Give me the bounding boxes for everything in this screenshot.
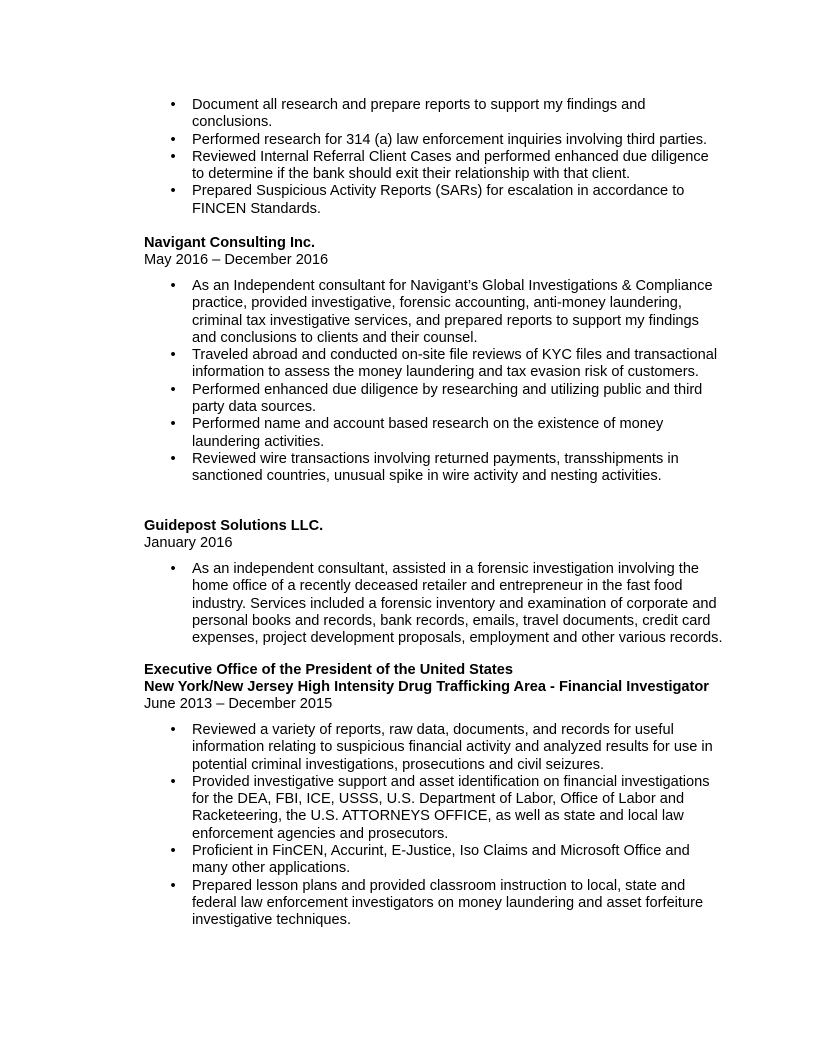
bullet-icon: •	[170, 843, 176, 860]
bullet-text: Performed name and account based research on the existence of money laundering activities.	[192, 416, 664, 450]
company-name-guidepost: Guidepost Solutions LLC.	[144, 518, 324, 534]
list-item	[170, 773, 724, 843]
bullet-icon: •	[170, 381, 176, 398]
bullet-text: As an Independent consultant for Navigant’s Global Investigations & Compliance practice, provided investigative, forensic accounting, anti-money laundering, criminal tax investigative services, and prepared reports to support my findings and conclusions to clients and their counsel.	[192, 278, 713, 346]
list-item	[170, 843, 724, 878]
bullet-icon: •	[170, 97, 176, 113]
list-item	[170, 97, 724, 132]
bullet-text: Provided investigative support and asset identification on financial investigations for the DEA, FBI, ICE, USSS, U.S. Department of Labor, Office of Labor and Racketeering, the U.S. ATTORNEYS OFFICE, as well as state and local law enforcement agencies and prosecutors.	[192, 773, 710, 842]
list-item	[170, 183, 724, 218]
list-item	[170, 722, 724, 774]
bullet-icon: •	[170, 877, 176, 894]
bullet-icon: •	[170, 278, 176, 294]
bullet-text: Prepared lesson plans and provided classroom instruction to local, state and federal law enforcement investigators on money laundering and asset forfeiture investigative techniques.	[192, 877, 704, 929]
bullet-icon: •	[170, 131, 176, 148]
bullet-icon: •	[170, 561, 176, 577]
guidepost-bullet-list	[170, 561, 724, 647]
navigant-bullet-list	[170, 278, 724, 486]
list-item	[170, 877, 724, 930]
organization-name-executive-office: Executive Office of the President of the United States	[144, 662, 513, 678]
bullet-text: Document all research and prepare reports to support my findings and conclusions.	[192, 97, 646, 131]
bullet-icon: •	[170, 347, 176, 364]
list-item	[170, 416, 724, 451]
list-item	[170, 450, 724, 486]
bullet-icon: •	[170, 450, 176, 467]
bullet-text: Performed research for 314 (a) law enforcement inquiries involving third parties.	[192, 131, 708, 148]
job-title-financial-investigator: New York/New Jersey High Intensity Drug Trafficking Area - Financial Investigator	[144, 679, 709, 695]
bullet-text: Reviewed a variety of reports, raw data, documents, and records for useful information relating to suspicious financial activity and analyzed results for use in potential criminal investigations, prosecutions and civil seizures.	[192, 722, 713, 773]
bullet-text: Reviewed wire transactions involving returned payments, transshipments in sanctioned countries, unusual spike in wire activity and nesting activities.	[192, 450, 679, 485]
hidta-bullet-list	[170, 722, 724, 930]
bullet-text: Traveled abroad and conducted on-site file reviews of KYC files and transactional information to assess the money laundering and tax evasion risk of customers.	[192, 347, 718, 381]
list-item	[170, 148, 724, 184]
list-item	[170, 381, 724, 417]
bullet-icon: •	[170, 183, 176, 200]
list-item	[170, 278, 724, 347]
bullet-icon: •	[170, 416, 176, 433]
bullet-icon: •	[170, 148, 176, 165]
list-item	[170, 131, 724, 149]
bullet-icon: •	[170, 773, 176, 790]
list-item	[170, 561, 724, 647]
bullet-text: As an independent consultant, assisted in a forensic investigation involving the home office of a recently deceased retailer and entrepreneur in the fast food industry. Services included a forensic inventory and examination of corporate and personal books and records, bank records, emails, travel documents, credit card expenses, project development proposals, employment and other various records.	[192, 561, 723, 647]
bullet-text: Prepared Suspicious Activity Reports (SARs) for escalation in accordance to FINCEN Standards.	[192, 183, 685, 217]
bullet-text: Performed enhanced due diligence by researching and utilizing public and third party data sources.	[192, 381, 703, 416]
prior-role-bullet-list	[170, 97, 724, 218]
list-item	[170, 347, 724, 382]
bullet-icon: •	[170, 722, 176, 738]
employment-dates-guidepost: January 2016	[144, 535, 233, 551]
employment-dates-hidta: June 2013 – December 2015	[144, 696, 333, 712]
company-name-navigant: Navigant Consulting Inc.	[144, 235, 316, 251]
bullet-text: Proficient in FinCEN, Accurint, E-Justice, Iso Claims and Microsoft Office and many other applications.	[192, 843, 690, 877]
employment-dates-navigant: May 2016 – December 2016	[144, 252, 329, 268]
bullet-text: Reviewed Internal Referral Client Cases and performed enhanced due diligence to determine if the bank should exit their relationship with that client.	[192, 148, 709, 183]
